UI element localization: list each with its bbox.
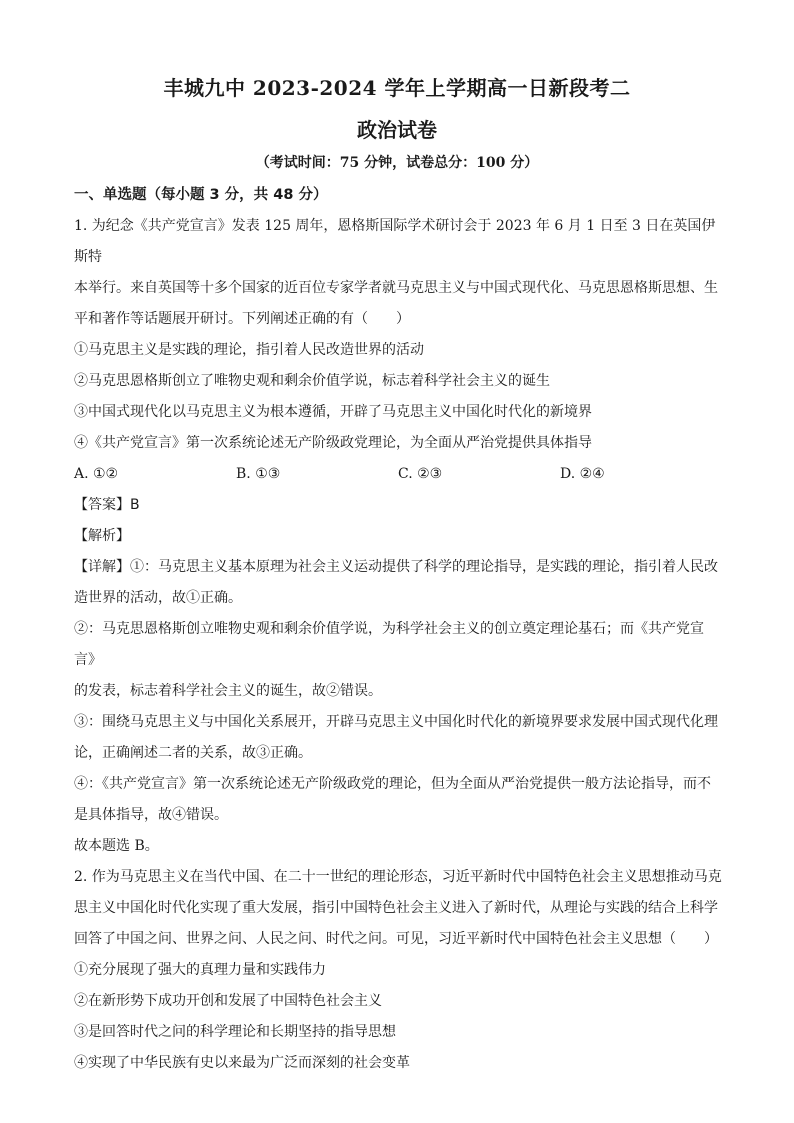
analysis-line: ④：《共产党宣言》第一次系统论述无产阶级政党的理论，但为全面从严治党提供一般方法论指导，而不 (74, 776, 711, 792)
question-stem-line: 思主义中国化时代化实现了重大发展，指引中国特色社会主义进入了新时代，从理论与实践的结合上科学 (74, 900, 718, 916)
exam-title: 丰城九中 2023-2024 学年上学期高一日新段考二 (163, 76, 631, 100)
question-stem-line: 平和著作等话题展开研讨。下列阐述正确的有（ ） (74, 311, 410, 327)
section-heading: 一、单选题（每小题 3 分，共 48 分） (74, 187, 328, 203)
statement-item: ②马克思恩格斯创立了唯物史观和剩余价值学说，标志着科学社会主义的诞生 (74, 373, 550, 389)
statement-item: ④《共产党宣言》第一次系统论述无产阶级政党理论，为全面从严治党提供具体指导 (74, 435, 592, 451)
statement-item: ③中国式现代化以马克思主义为根本遵循，开辟了马克思主义中国化时代化的新境界 (74, 404, 592, 420)
answer-choices (74, 459, 724, 490)
analysis-line: 的发表，标志着科学社会主义的诞生，故②错误。 (74, 683, 382, 699)
analysis-conclusion: 故本题选 B。 (74, 838, 159, 854)
statement-item: ②在新形势下成功开创和发展了中国特色社会主义 (74, 993, 382, 1009)
analysis-line: 论，正确阐述二者的关系，故③正确。 (74, 745, 312, 761)
analysis-line: 造世界的活动，故①正确。 (74, 590, 242, 606)
analysis-line: ③：围绕马克思主义与中国化关系展开，开辟马克思主义中国化时代化的新境界要求发展中国式现代化理 (74, 714, 718, 730)
analysis-line: ②：马克思恩格斯创立唯物史观和剩余价值学说，为科学社会主义的创立奠定理论基石；而《共产党宣言》 (74, 621, 704, 668)
statement-item: ④实现了中华民族有史以来最为广泛而深刻的社会变革 (74, 1055, 410, 1071)
choice-b: B. ①③ (236, 466, 281, 482)
exam-content (74, 180, 724, 1079)
question-1 (74, 211, 724, 862)
choice-d: D. ②④ (560, 466, 605, 482)
answer-label: 【答案】B (74, 497, 140, 513)
exam-info: （考试时间：75 分钟，试卷总分：100 分） (255, 155, 539, 171)
question-2 (74, 862, 724, 1079)
question-stem-line: 1. 为纪念《共产党宣言》发表 125 周年，恩格斯国际学术研讨会于 2023 年 6 月 1 日至 3 日在英国伊斯特 (74, 218, 716, 265)
analysis-label: 【解析】 (74, 528, 130, 544)
question-stem-line: 本举行。来自英国等十多个国家的近百位专家学者就马克思主义与中国式现代化、马克思恩格斯思想、生 (74, 280, 718, 296)
exam-subject: 政治试卷 (357, 118, 437, 142)
question-stem-line: 2. 作为马克思主义在当代中国、在二十一世纪的理论形态，习近平新时代中国特色社会主义思想推动马克 (74, 869, 722, 885)
analysis-line: 【详解】①：马克思主义基本原理为社会主义运动提供了科学的理论指导，是实践的理论，指引着人民改 (74, 559, 718, 575)
choice-a: A. ①② (74, 466, 119, 482)
statement-item: ①马克思主义是实践的理论，指引着人民改造世界的活动 (74, 342, 424, 358)
analysis-line: 是具体指导，故④错误。 (74, 807, 228, 823)
statement-item: ③是回答时代之问的科学理论和长期坚持的指导思想 (74, 1024, 396, 1040)
question-stem-line: 回答了中国之问、世界之问、人民之问、时代之问。可见，习近平新时代中国特色社会主义思想（ ） (74, 931, 718, 947)
statement-item: ①充分展现了强大的真理力量和实践伟力 (74, 962, 326, 978)
choice-c: C. ②③ (398, 466, 443, 482)
